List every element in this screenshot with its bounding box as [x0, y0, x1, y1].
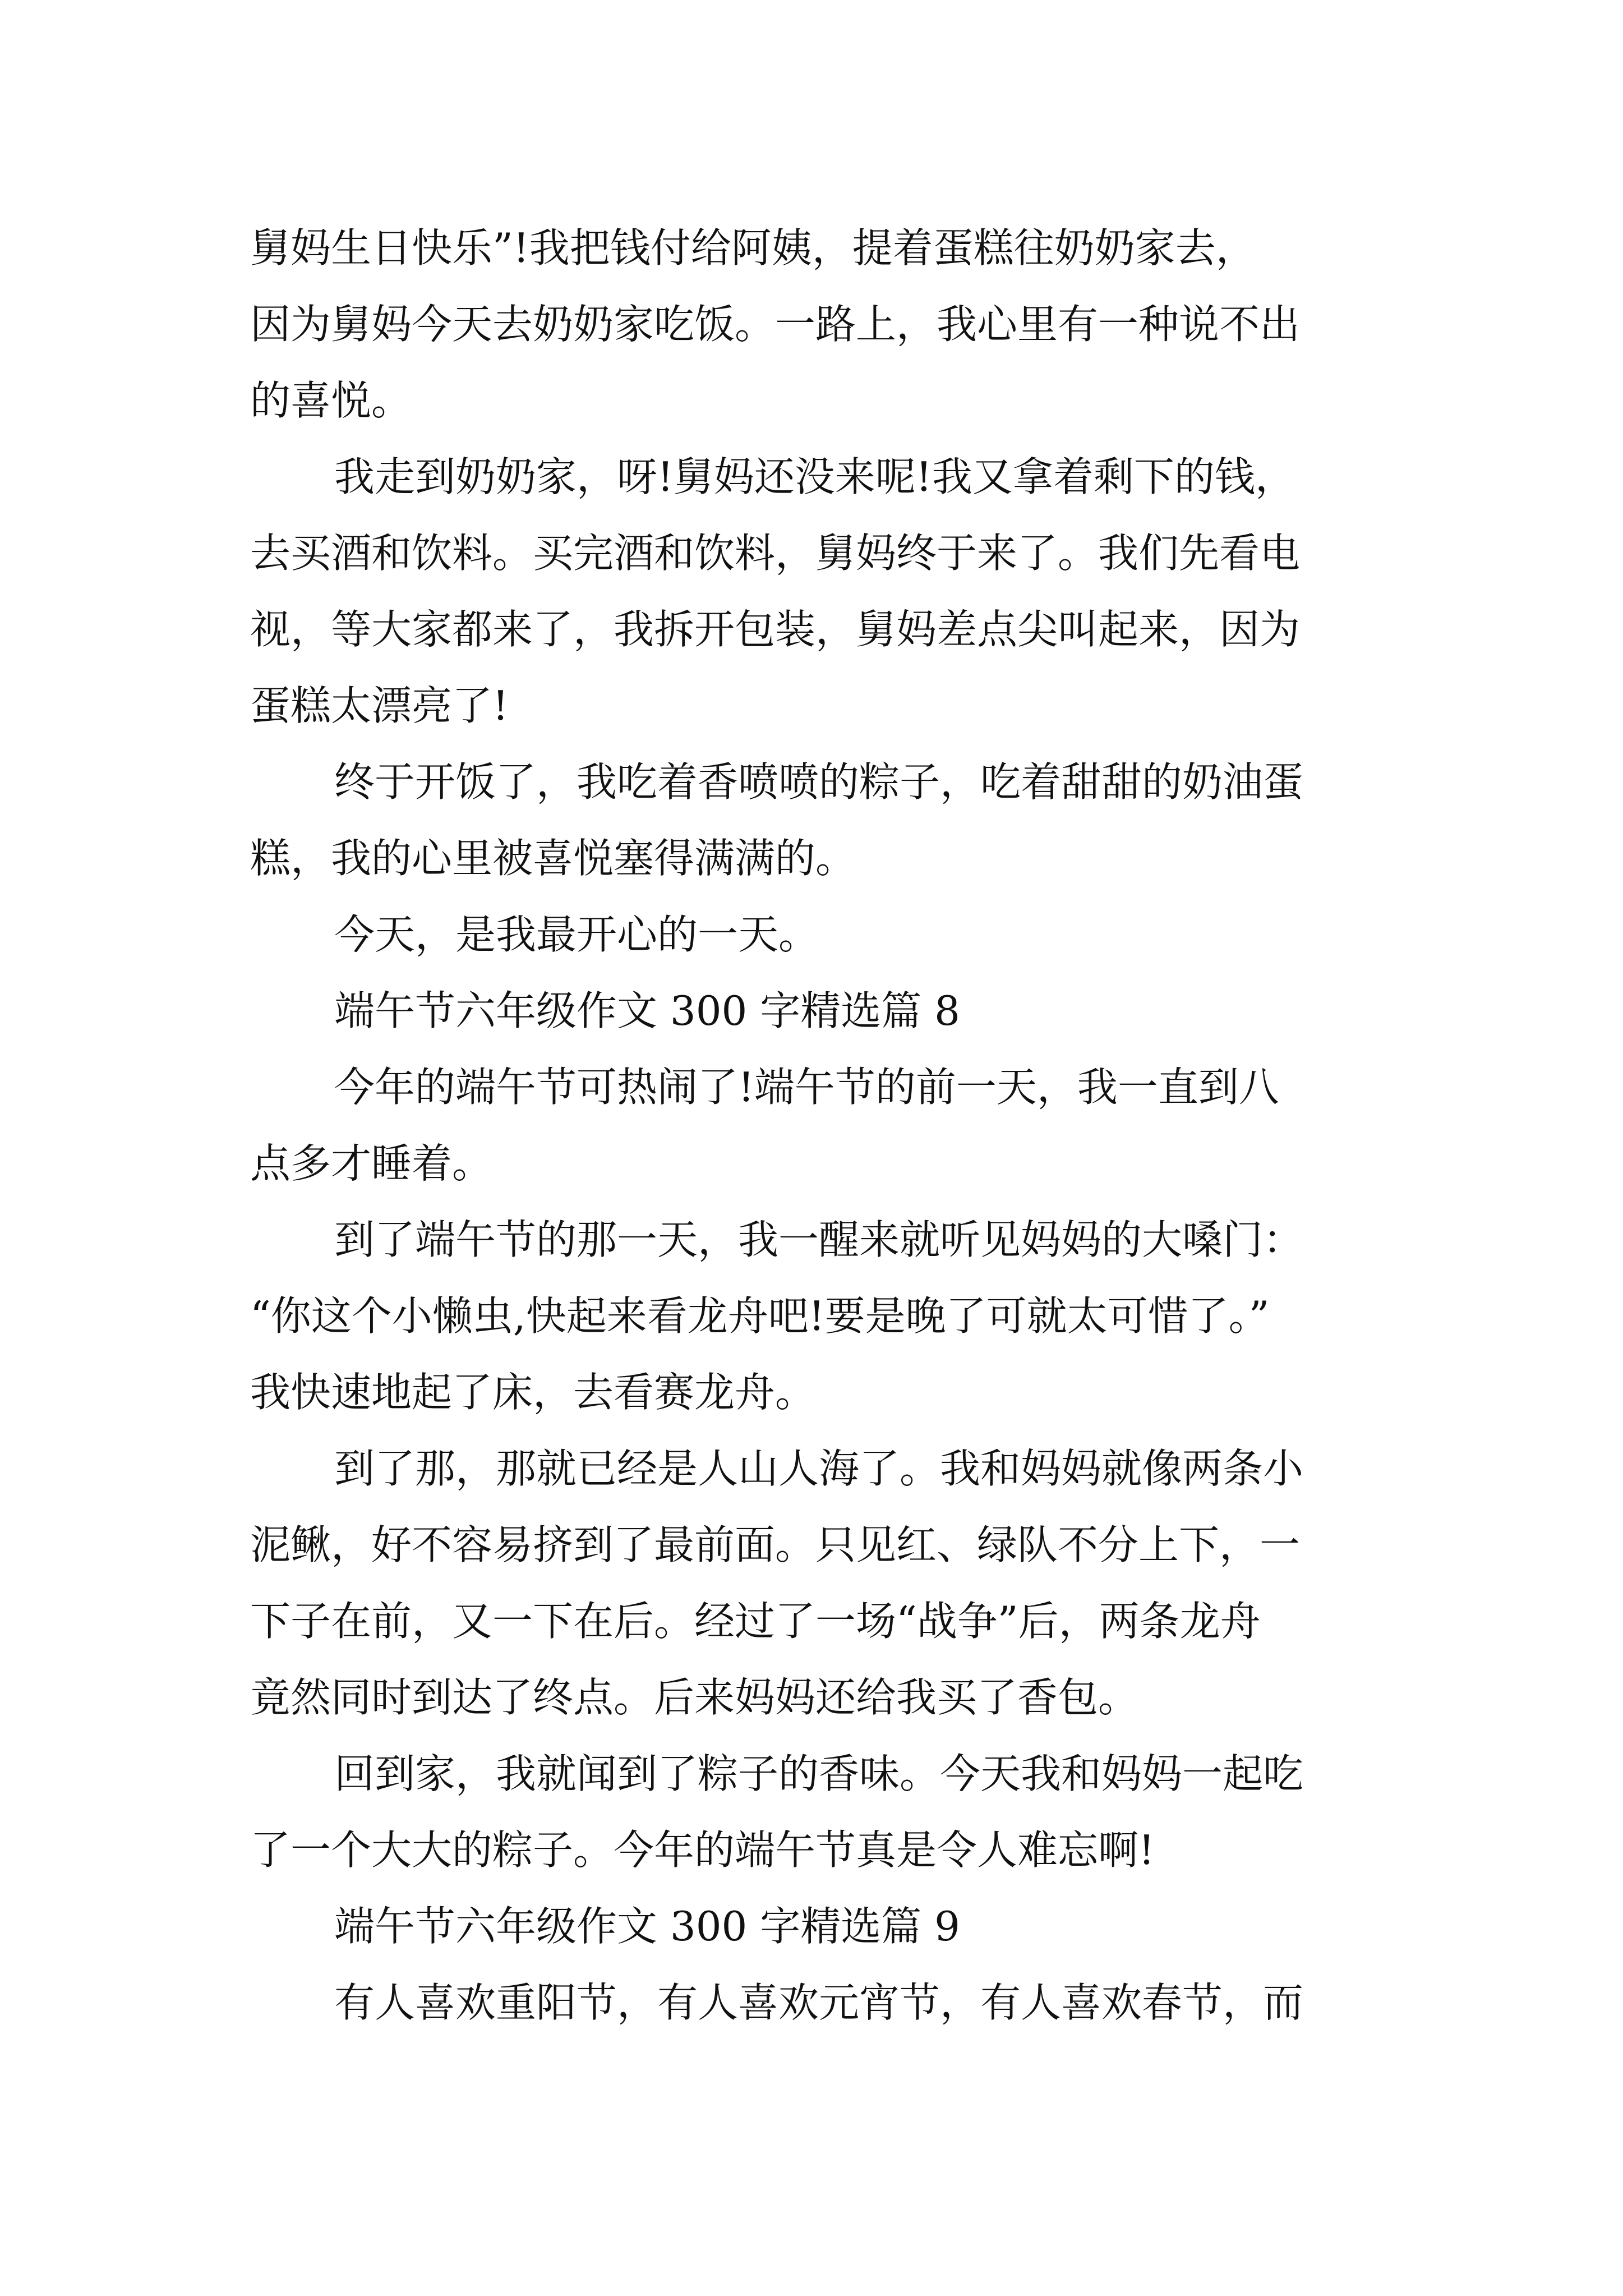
text-line: 点多才睡着。 [250, 1140, 493, 1187]
section-heading: 端午节六年级作文 300 字精选篇 9 [334, 1903, 960, 1950]
section-heading: 端午节六年级作文 300 字精选篇 8 [334, 987, 960, 1034]
text-line: 糕，我的心里被喜悦塞得满满的。 [250, 835, 856, 882]
text-line: 的喜悦。 [250, 377, 412, 424]
text-line: 我快速地起了床，去看赛龙舟。 [250, 1369, 816, 1416]
document-body [250, 210, 1428, 2041]
paragraph-start-line: 今天，是我最开心的一天。 [334, 911, 819, 958]
paragraph-start-line: 我走到奶奶家，呀!舅妈还没来呢!我又拿着剩下的钱， [334, 453, 1295, 500]
paragraph-start-line: 今年的端午节可热闹了!端午节的前一天，我一直到八 [334, 1064, 1279, 1111]
text-line: 视，等大家都来了，我拆开包装，舅妈差点尖叫起来，因为 [250, 606, 1301, 653]
paragraph-start-line: 回到家，我就闻到了粽子的香味。今天我和妈妈一起吃 [334, 1750, 1304, 1797]
text-line: 下子在前，又一下在后。经过了一场“战争”后，两条龙舟 [250, 1598, 1261, 1645]
text-line: 泥鳅，好不容易挤到了最前面。只见红、绿队不分上下，一 [250, 1521, 1301, 1568]
text-line: 舅妈生日快乐”!我把钱付给阿姨，提着蛋糕往奶奶家去， [250, 224, 1256, 272]
text-line: 蛋糕太漂亮了! [250, 682, 509, 729]
text-line: 了一个大大的粽子。今年的端午节真是令人难忘啊! [250, 1826, 1155, 1874]
text-line: 去买酒和饮料。买完酒和饮料，舅妈终于来了。我们先看电 [250, 530, 1301, 577]
text-line: “你这个小懒虫,快起来看龙舟吧!要是晚了可就太可惜了。” [250, 1292, 1270, 1340]
paragraph-start-line: 到了端午节的那一天，我一醒来就听见妈妈的大嗓门： [334, 1216, 1304, 1263]
paragraph-start-line: 有人喜欢重阳节，有人喜欢元宵节，有人喜欢春节，而 [334, 1979, 1304, 2026]
text-line: 竟然同时到达了终点。后来妈妈还给我买了香包。 [250, 1674, 1139, 1721]
paragraph-start-line: 到了那，那就已经是人山人海了。我和妈妈就像两条小 [334, 1445, 1304, 1492]
text-line: 因为舅妈今天去奶奶家吃饭。一路上，我心里有一种说不出 [250, 301, 1301, 348]
paragraph-start-line: 终于开饭了，我吃着香喷喷的粽子，吃着甜甜的奶油蛋 [334, 758, 1304, 806]
